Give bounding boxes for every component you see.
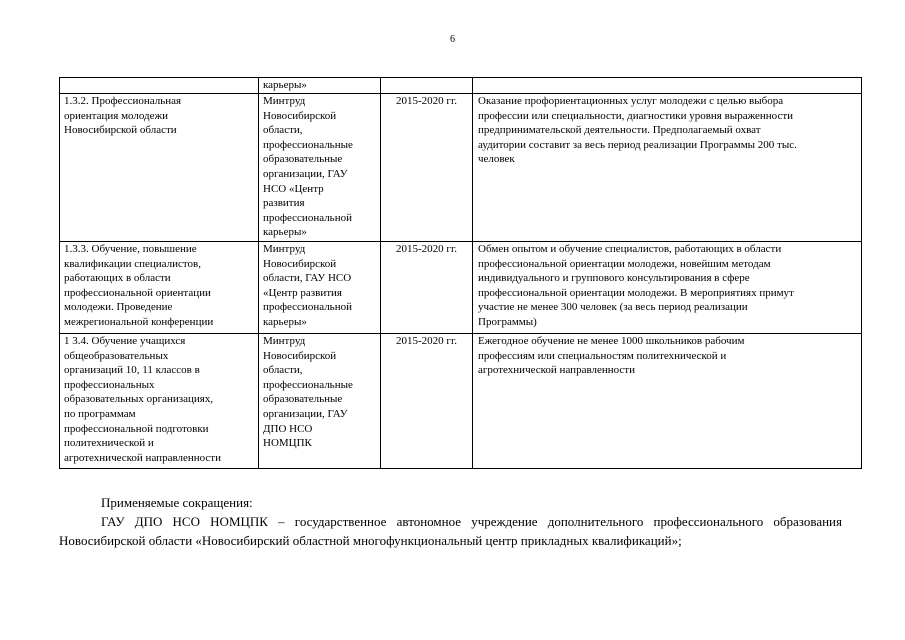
result-cell: Обмен опытом и обучение специалистов, работающих в области профессиональной ориентации молодежи, новейшим методам индивидуального и группового консультирования в сфере профессиональной ориентации молодежи. В мероприятиях примут участие не менее 300 человек (за весь период реализации Программы) <box>473 242 862 334</box>
period-cell: 2015-2020 гг. <box>381 334 473 469</box>
activity-cell <box>60 78 259 94</box>
table-row <box>60 94 862 242</box>
page-number: 6 <box>450 34 455 45</box>
activity-cell: 1 3.4. Обучение учащихся общеобразовательных организаций 10, 11 классов в профессиональных образовательных организациях, по программам профессиональной подготовки политехнической и агротехнической направленности <box>60 334 259 469</box>
executor-cell: Минтруд Новосибирской области, ГАУ НСО «Центр развития профессиональной карьеры» <box>259 242 381 334</box>
period-cell: 2015-2020 гг. <box>381 94 473 242</box>
result-cell <box>473 78 862 94</box>
result-cell: Оказание профориентационных услуг молодежи с целью выбора профессии или специальности, диагностики уровня выраженности предпринимательской деятельности. Предполагаемый охват аудитории составит за весь период реализации Программы 200 тыс. человек <box>473 94 862 242</box>
program-activities-table <box>59 77 862 469</box>
table-row <box>60 242 862 334</box>
period-cell <box>381 78 473 94</box>
activity-cell: 1.3.3. Обучение, повышение квалификации специалистов, работающих в области профессиональной ориентации молодежи. Проведение межрегиональной конференции <box>60 242 259 334</box>
abbreviations-heading: Применяемые сокращения: <box>101 495 253 510</box>
abbreviation-definition: ГАУ ДПО НСО НОМЦПК – государственное автономное учреждение дополнительного профессионального образования Новосибирской области «Новосибирский областной многофункциональный центр прикладных квалификаций»; <box>59 514 842 548</box>
abbreviations-section <box>59 493 842 550</box>
table-row <box>60 334 862 469</box>
activity-cell: 1.3.2. Профессиональная ориентация молодежи Новосибирской области <box>60 94 259 242</box>
executor-cell: Минтруд Новосибирской области, профессиональные образовательные организации, ГАУ ДПО НСО НОМЦПК <box>259 334 381 469</box>
table-row <box>60 78 862 94</box>
period-cell: 2015-2020 гг. <box>381 242 473 334</box>
executor-cell: Минтруд Новосибирской области, профессиональные образовательные организации, ГАУ НСО «Центр развития профессиональной карьеры» <box>259 94 381 242</box>
executor-cell: карьеры» <box>259 78 381 94</box>
result-cell: Ежегодное обучение не менее 1000 школьников рабочим профессиям или специальностям политехнической и агротехнической направленности <box>473 334 862 469</box>
